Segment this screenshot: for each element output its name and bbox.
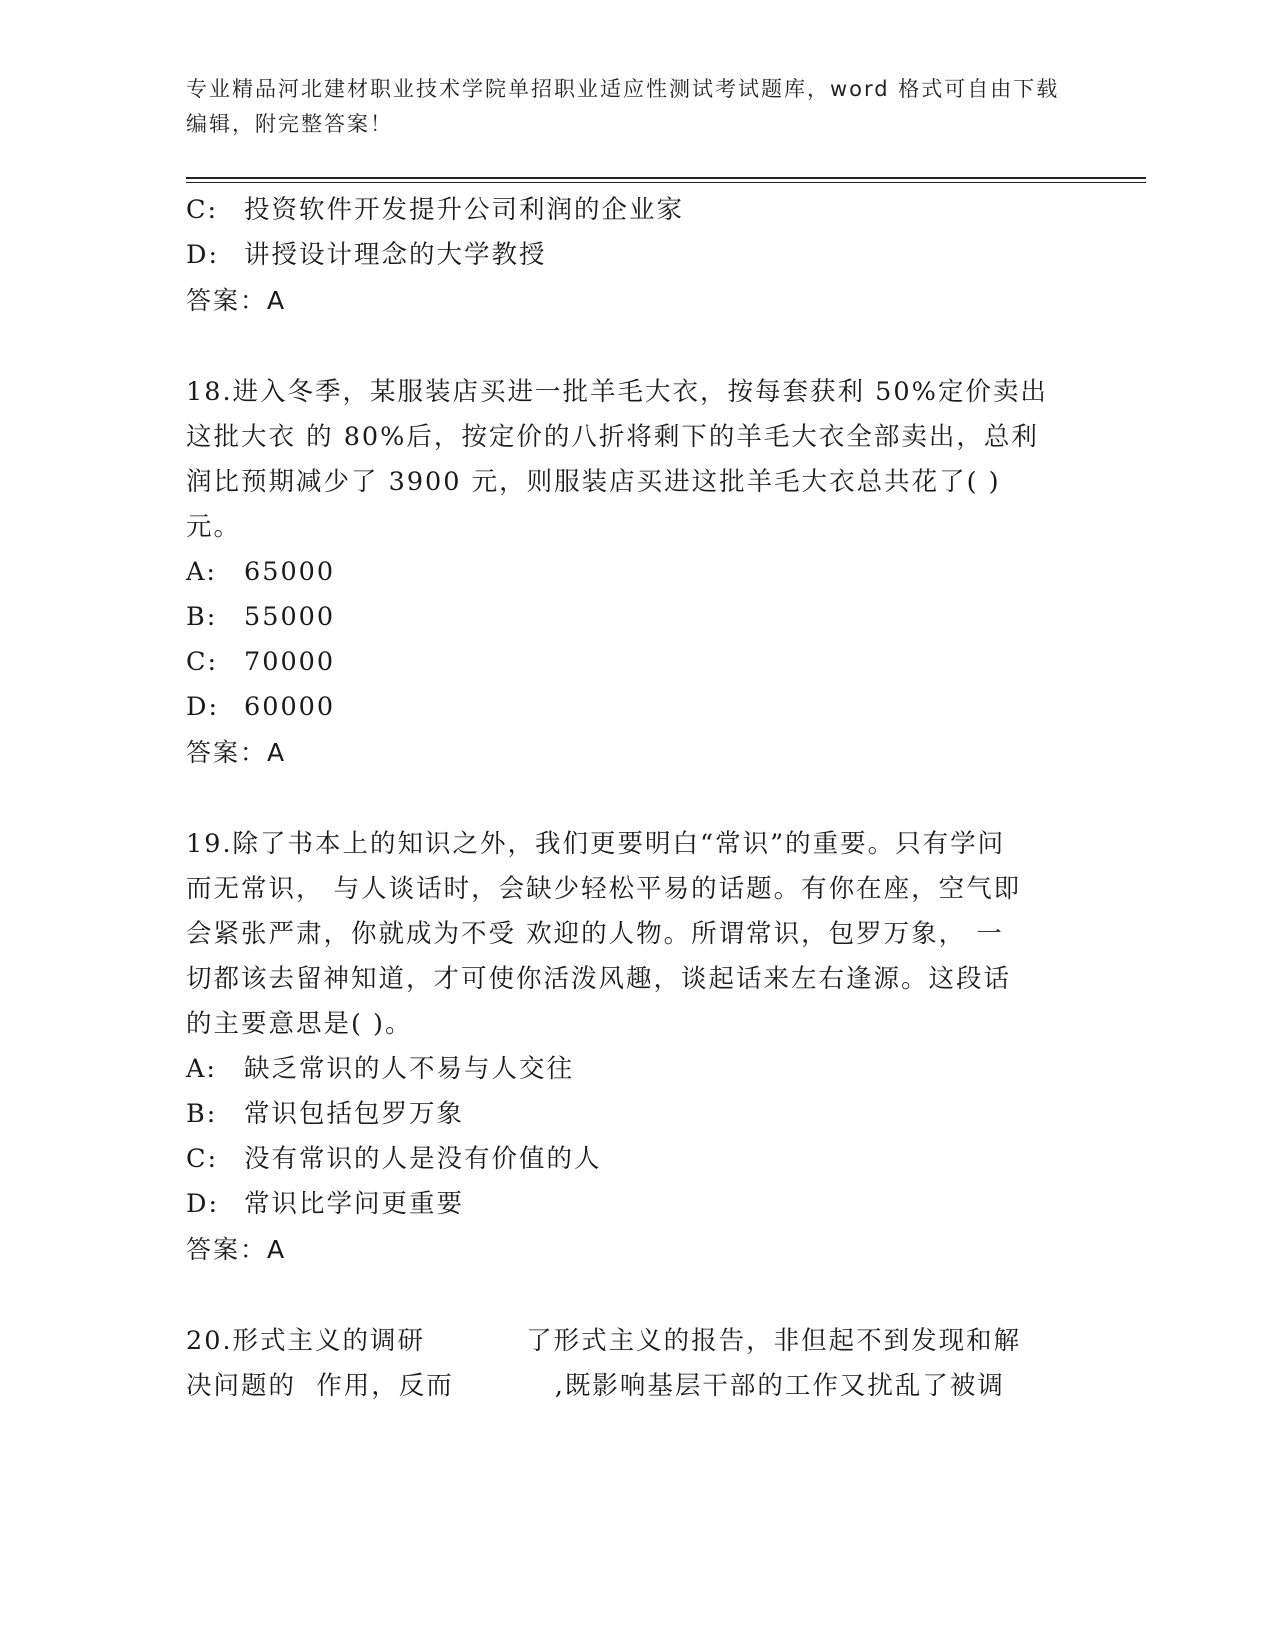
- question-line: 这批大衣 的 80%后，按定价的八折将剩下的羊毛大衣全部卖出，总利: [186, 422, 1039, 452]
- option-letter: D:: [186, 1189, 220, 1219]
- question-line: 切都该去留神知道，才可使你活泼风趣，谈起话来左右逢源。这段话: [186, 964, 1012, 994]
- option-d: [186, 1182, 1066, 1227]
- question-line: 的主要意思是( )。: [186, 1009, 413, 1039]
- question-20: [186, 1319, 1066, 1409]
- document-body: [186, 188, 1066, 1409]
- option-b: [186, 595, 1066, 640]
- option-text: 65000: [244, 557, 336, 587]
- question-19: [186, 822, 1066, 1272]
- option-text: 讲授设计理念的大学教授: [244, 240, 547, 270]
- option-a: [186, 550, 1066, 595]
- option-text: 缺乏常识的人不易与人交往: [244, 1054, 575, 1084]
- option-letter: A:: [186, 1054, 218, 1084]
- option-text: 55000: [244, 602, 336, 632]
- question-line: 20.形式主义的调研 了形式主义的报告，非但起不到发现和解: [186, 1326, 1022, 1356]
- option-text: 没有常识的人是没有价值的人: [244, 1144, 602, 1174]
- option-c: [186, 1137, 1066, 1182]
- header-rule-thin: [186, 182, 1146, 183]
- option-d: [186, 685, 1066, 730]
- option-text: 60000: [244, 692, 336, 722]
- option-letter: D:: [186, 240, 220, 270]
- option-letter: B:: [186, 602, 218, 632]
- answer-17: 答案：A: [186, 286, 287, 315]
- answer-19: 答案：A: [186, 1235, 287, 1264]
- option-text: 常识包括包罗万象: [244, 1099, 465, 1129]
- question-18: [186, 370, 1066, 775]
- option-c: [186, 188, 1066, 233]
- question-line: 会紧张严肃，你就成为不受 欢迎的人物。所谓常识，包罗万象， 一: [186, 919, 1004, 949]
- option-text: 常识比学问更重要: [244, 1189, 465, 1219]
- answer-18: 答案：A: [186, 738, 287, 767]
- option-text: 投资软件开发提升公司利润的企业家: [244, 195, 685, 225]
- option-d: [186, 233, 1066, 278]
- option-b: [186, 1092, 1066, 1137]
- option-a: [186, 1047, 1066, 1092]
- document-header: 专业精品河北建材职业技术学院单招职业适应性测试考试题库，word 格式可自由下载编辑，附完整答案！: [186, 77, 1060, 136]
- question-line: 元。: [186, 512, 242, 542]
- question-line: 决问题的 作用，反而 ,既影响基层干部的工作又扰乱了被调: [186, 1371, 1005, 1401]
- option-letter: C:: [186, 195, 219, 225]
- question-line: 18.进入冬季，某服装店买进一批羊毛大衣，按每套获利 50%定价卖出: [186, 377, 1048, 407]
- option-letter: A:: [186, 557, 218, 587]
- option-letter: D:: [186, 692, 220, 722]
- question-line: 19.除了书本上的知识之外，我们更要明白“常识”的重要。只有学问: [186, 829, 1006, 859]
- header-rule-thick: [186, 177, 1146, 179]
- question-line: 润比预期减少了 3900 元，则服装店买进这批羊毛大衣总共花了( ): [186, 467, 1001, 497]
- option-letter: C:: [186, 1144, 219, 1174]
- question-line: 而无常识， 与人谈话时，会缺少轻松平易的话题。有你在座，空气即: [186, 874, 1022, 904]
- option-c: [186, 640, 1066, 685]
- option-text: 70000: [244, 647, 336, 677]
- option-letter: C:: [186, 647, 219, 677]
- option-letter: B:: [186, 1099, 218, 1129]
